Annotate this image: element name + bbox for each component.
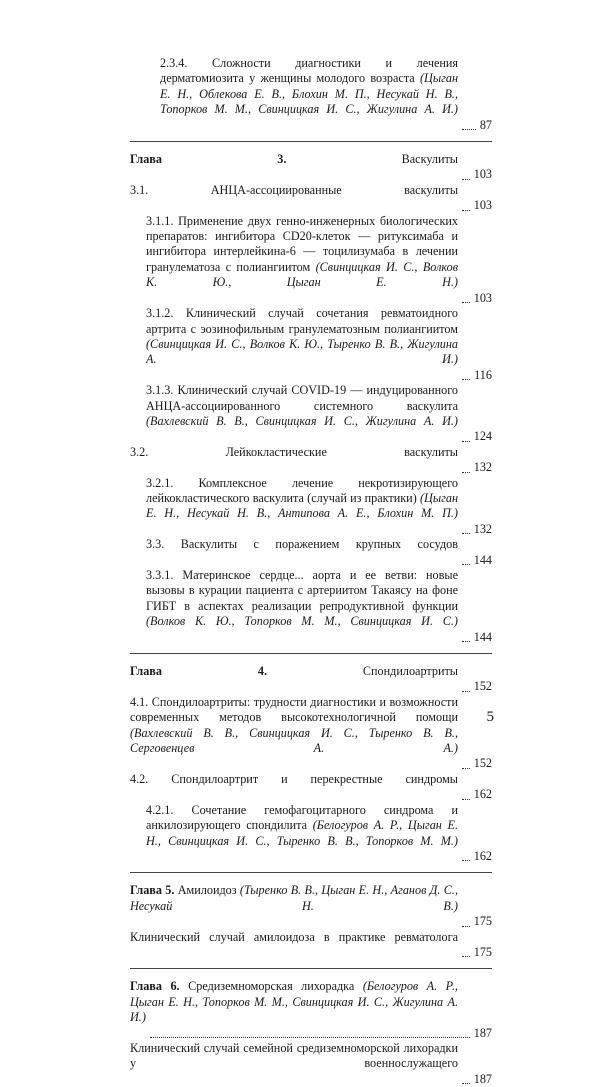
toc-entry-title: Спондилоартриты: трудности диагностики и возможности современных методов высокотехнологичной помощи [130, 694, 458, 725]
chapter-divider [130, 653, 492, 654]
dot-leader [462, 641, 470, 642]
toc-entry[interactable] [146, 537, 492, 568]
toc-entry-authors: (Свинцицкая И. С., Волков К. Ю., Цыган Е. Н.) [146, 259, 459, 290]
toc-entry-number: 4.2.1. [146, 802, 174, 817]
toc-entry[interactable] [130, 930, 492, 961]
toc-entry-title: Клинический случай семейной средиземноморской лихорадки у военнослужащего [130, 1040, 458, 1071]
toc-entry-title: Спондилоартриты [362, 664, 458, 679]
toc-entry-title: Материнское сердце... аорта и ее ветви: новые вызовы в курации пациента с артериитом Такаясу на фоне ГИБТ в аспектах реализации репродуктивной функции [146, 568, 458, 613]
toc-entry-authors: (Вахлевский В. В., Свинцицкая И. С., Жигулина А. И.) [146, 413, 458, 428]
toc-entry[interactable] [130, 772, 492, 803]
toc-entry-number: Глава 3. [130, 152, 287, 167]
dot-leader [462, 129, 476, 130]
dot-leader [462, 799, 470, 800]
toc-entry-number: Глава 4. [130, 664, 267, 679]
toc-entry[interactable] [146, 568, 492, 645]
toc-entry-number: 2.3.4. [160, 56, 188, 70]
dot-leader [462, 564, 470, 565]
toc-entry-number: 3.1. [130, 182, 149, 197]
toc-page-number: 132 [473, 460, 492, 475]
toc-entry-title: Васкулиты [401, 152, 458, 167]
toc-entry-number: 3.2. [130, 444, 149, 459]
dot-leader [462, 768, 470, 769]
toc-page-number: 162 [473, 848, 492, 863]
toc-entry-number: 3.3.1. [146, 568, 174, 582]
chapter-divider [130, 872, 492, 873]
toc-page-number: 175 [473, 914, 492, 929]
toc-entry-number: Глава 6. [130, 979, 180, 994]
toc-page-number: 162 [473, 787, 492, 802]
toc-entry-authors: (Цыган Е. Н., Несукай Н. В., Антипова А. Е., Блохин М. П.) [146, 490, 458, 521]
toc-page-number: 124 [473, 429, 492, 444]
toc-entry-number: 3.2.1. [146, 475, 174, 490]
toc-chapter-entry[interactable] [130, 979, 492, 1041]
toc-entry-authors: (Вахлевский В. В., Свинцицкая И. С., Тыренко В. В., Серговенцев А. А.) [130, 725, 458, 756]
toc-page-number: 87 [479, 117, 492, 132]
toc-entry-title: Клинический случай амилоидоза в практике ревматолога [130, 929, 458, 944]
dot-leader [462, 210, 470, 211]
toc-entry[interactable] [146, 306, 492, 383]
toc-entry-title: Сочетание гемофагоцитарного синдрома и анкилозирующего спондилита [146, 802, 459, 833]
toc-entry[interactable] [146, 803, 492, 865]
dot-leader [462, 302, 470, 303]
chapter-divider [130, 968, 492, 969]
toc-page-number: 175 [473, 944, 492, 959]
toc-entry-number: 3.3. [146, 537, 165, 552]
toc-page-number: 116 [474, 367, 492, 382]
toc-entry-title: Спондилоартрит и перекрестные синдромы [171, 771, 458, 786]
toc-chapter-entry[interactable] [130, 883, 492, 929]
toc-entry-title: Средиземноморская лихорадка [188, 979, 355, 994]
toc-entry-number: 4.2. [130, 771, 149, 786]
toc-entry-authors: (Свинцицкая И. С., Волков К. Ю., Тыренко В. В., Жигулина А. И.) [146, 336, 458, 367]
toc-entry[interactable] [146, 476, 492, 538]
toc-entry-authors: (Тыренко В. В., Цыган Е. Н., Аганов Д. С., Несукай Н. В.) [130, 883, 458, 913]
toc-entry-authors: (Белогуров А. Р., Цыган Е. Н., Свинцицкая И. С., Тыренко В. В., Топорков М. М.) [146, 818, 458, 848]
toc-entry[interactable] [130, 183, 492, 214]
toc-entry-number: 3.1.3. [146, 383, 174, 398]
toc-page-number: 103 [473, 290, 492, 305]
toc-page-number: 103 [473, 167, 492, 182]
dot-leader [462, 533, 470, 534]
dot-leader [462, 691, 470, 692]
toc-entry[interactable] [160, 56, 492, 133]
toc-entry-title: Применение двух генно-инженерных биологических препаратов: ингибитора CD20-клеток — ритуксимаба и ингибитора интерлейкина-6 — тоцилизумаба в лечении гранулематоза с полиангиитом [146, 213, 459, 274]
dot-leader [150, 1037, 470, 1038]
dot-leader [462, 472, 470, 473]
toc-page-number: 144 [473, 552, 492, 567]
toc-entry-title: Васкулиты с поражением крупных сосудов [180, 537, 458, 552]
table-of-contents [130, 56, 492, 1087]
page-number: 5 [486, 709, 494, 725]
toc-entry-title: Клинический случай COVID-19 — индуцированного АНЦА-ассоциированного системного васкулита [146, 383, 459, 413]
dot-leader [462, 956, 470, 957]
toc-page-number: 187 [473, 1025, 492, 1040]
toc-chapter-entry[interactable] [130, 664, 492, 695]
dot-leader [462, 379, 470, 380]
toc-entry-title: АНЦА-ассоциированные васкулиты [210, 182, 459, 197]
dot-leader [462, 441, 470, 442]
toc-page-number: 152 [473, 679, 492, 694]
toc-entry[interactable] [130, 1041, 492, 1087]
toc-entry-title: Сложности диагностики и лечения дерматомиозита у женщины молодого возраста [160, 56, 459, 86]
toc-entry-authors: (Волков К. Ю., Топорков М. М., Свинцицкая И. С.) [146, 614, 458, 629]
dot-leader [462, 179, 470, 180]
toc-entry-number: Глава 5. [130, 883, 175, 898]
dot-leader [462, 1083, 470, 1084]
toc-page-number: 103 [473, 198, 492, 213]
toc-entry[interactable] [146, 383, 492, 445]
toc-entry-number: 3.1.2. [146, 306, 174, 321]
toc-entry-title: Комплексное лечение некротизирующего лейкокластического васкулита (случай из практики) [146, 475, 458, 505]
dot-leader [462, 926, 470, 927]
toc-page-number: 152 [473, 756, 492, 771]
toc-entry[interactable] [146, 214, 492, 306]
toc-page-number: 132 [473, 521, 492, 536]
toc-entry-number: 3.1.1. [146, 213, 174, 228]
toc-entry-authors: (Белогуров А. Р., Цыган Е. Н., Топорков М. М., Свинцицкая И. С., Жигулина А. И.) [130, 979, 458, 1025]
toc-chapter-entry[interactable] [130, 152, 492, 183]
chapter-divider [130, 141, 492, 142]
toc-entry[interactable] [130, 445, 492, 476]
dot-leader [462, 860, 470, 861]
toc-entry-authors: (Цыган Е. Н., Облекова Е. В., Блохин М. П., Несукай Н. В., Топорков М. М., Свинцицкая И. С., Жигулина А. И.) [160, 71, 458, 117]
toc-entry[interactable] [130, 695, 492, 772]
toc-entry-number: 4.1. [130, 694, 149, 709]
toc-entry-title: Клинический случай сочетания ревматоидного артрита с эозинофильным гранулематозным полиангиитом [146, 306, 459, 336]
toc-entry-title: Лейкокластические васкулиты [225, 444, 458, 459]
toc-page-number: 187 [473, 1071, 492, 1086]
toc-entry-title: Амилоидоз [177, 883, 237, 898]
toc-page-number: 144 [473, 629, 492, 644]
